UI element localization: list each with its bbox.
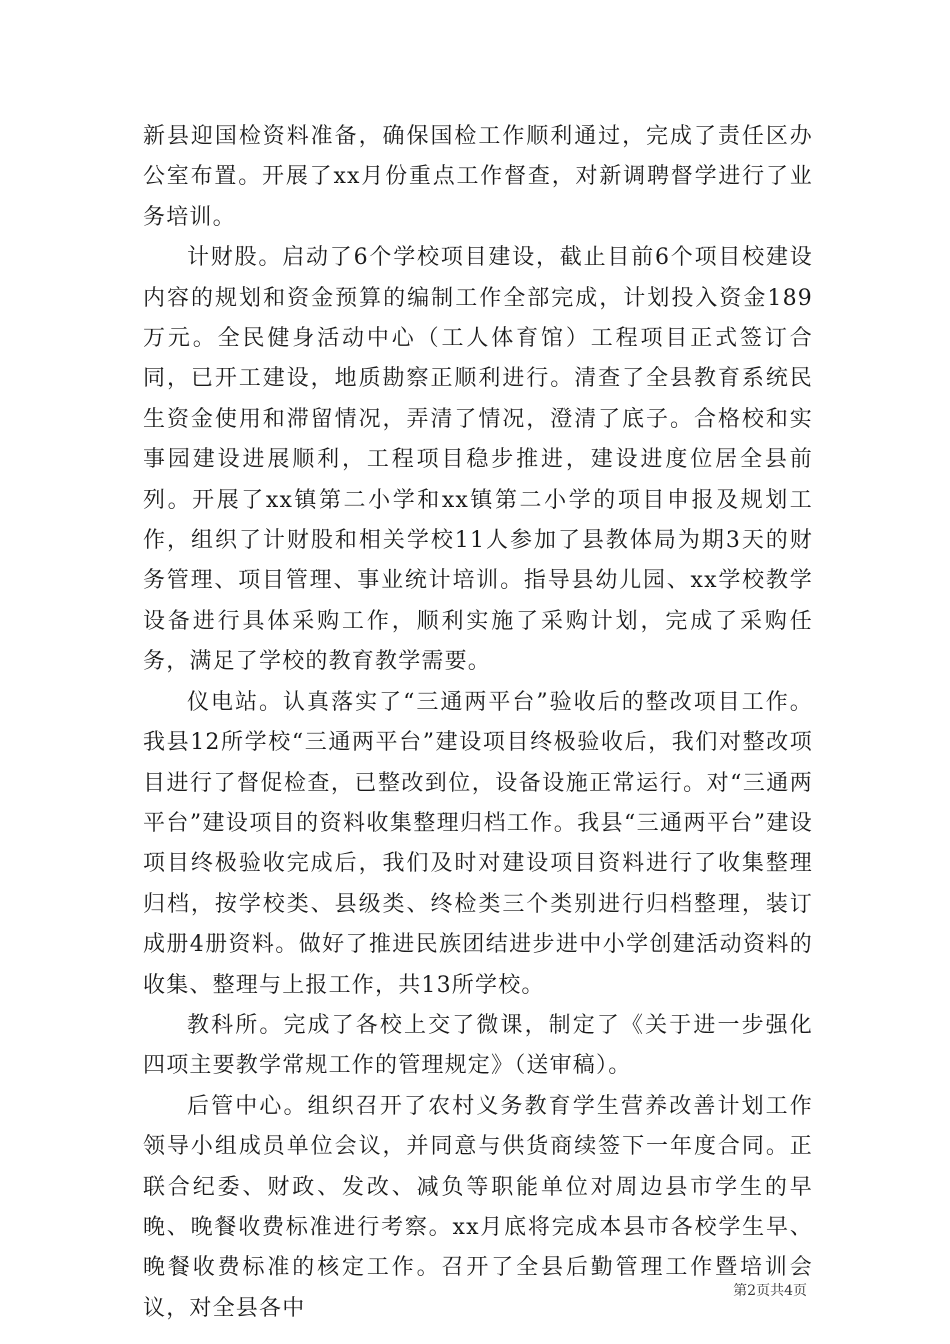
document-body [143,117,813,1329]
paragraph-equipment-station: 仪电站。认真落实了“三通两平台”验收后的整改项目工作。我县12所学校“三通两平台”建设项目终极验收后，我们对整改项目进行了督促检查，已整改到位，设备设施正常运行。对“三通两平台”建设项目的资料收集整理归档工作。我县“三通两平台”建设项目终极验收完成后，我们及时对建设项目资料进行了收集整理归档，按学校类、县级类、终检类三个类别进行归档整理，装订成册4册资料。做好了推进民族团结进步进中小学创建活动资料的收集、整理与上报工作，共13所学校。 [143,689,813,998]
paragraph-logistics-center: 后管中心。组织召开了农村义务教育学生营养改善计划工作领导小组成员单位会议，并同意与供货商续签下一年度合同。正联合纪委、财政、发改、减负等职能单位对周边县市学生的早晚、晚餐收费标准进行考察。xx月底将完成本县市各校学生早、晚餐收费标准的核定工作。召开了全县后勤管理工作暨培训会议，对全县各中 [143,1093,813,1321]
paragraph-research-institute: 教科所。完成了各校上交了微课，制定了《关于进一步强化四项主要教学常规工作的管理规定》（送审稿）。 [143,1012,813,1079]
paragraph-continuation: 新县迎国检资料准备，确保国检工作顺利通过，完成了责任区办公室布置。开展了xx月份重点工作督查，对新调聘督学进行了业务培训。 [143,124,813,230]
paragraph-finance-section: 计财股。启动了6个学校项目建设，截止目前6个项目校建设内容的规划和资金预算的编制工作全部完成，计划投入资金189万元。全民健身活动中心（工人体育馆）工程项目正式签订合同，已开工建设，地质勘察正顺利进行。清查了全县教育系统民生资金使用和滞留情况，弄清了情况，澄清了底子。合格校和实事园建设进展顺利，工程项目稳步推进，建设进度位居全县前列。开展了xx镇第二小学和xx镇第二小学的项目申报及规划工作，组织了计财股和相关学校11人参加了县教体局为期3天的财务管理、项目管理、事业统计培训。指导县幼儿园、xx学校教学设备进行具体采购工作，顺利实施了采购计划，完成了采购任务，满足了学校的教育教学需要。 [143,245,813,675]
page-number-footer: 第2页共4页 [733,1283,807,1299]
